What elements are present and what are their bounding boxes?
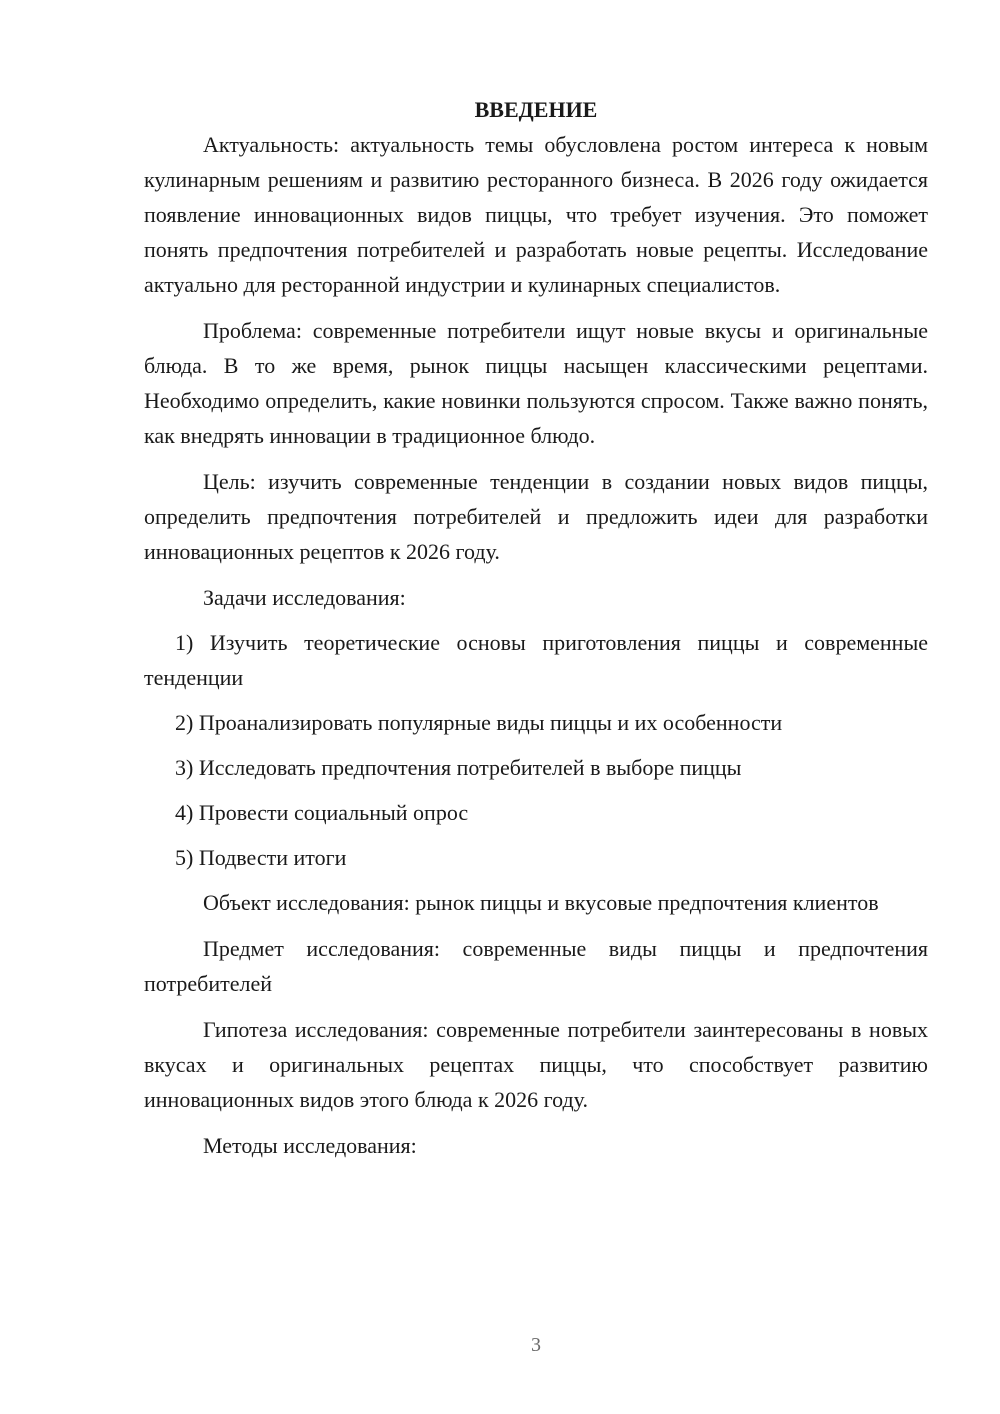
list-item: 4) Провести социальный опрос: [175, 800, 469, 825]
tasks-label: Задачи исследования:: [203, 585, 406, 610]
page-title: ВВЕДЕНИЕ: [474, 97, 598, 122]
methods-label: Методы исследования:: [203, 1133, 417, 1158]
list-item: 1) Изучить теоретические основы приготовления пиццы и современные тенденции: [144, 630, 928, 690]
list-item: 3) Исследовать предпочтения потребителей в выборе пиццы: [175, 755, 742, 780]
relevance-paragraph: Актуальность: актуальность темы обусловлена ростом интереса к новым кулинарным решениям и развитию ресторанного бизнеса. В 2026 году ожидается появление инновационных видов пиццы, что требует изучения. Это поможет понять предпочтения потребителей и разработать новые рецепты. Исследование актуально для ресторанной индустрии и кулинарных специалистов.: [144, 132, 928, 297]
goal-paragraph: Цель: изучить современные тенденции в создании новых видов пиццы, определить предпочтения потребителей и предложить идеи для разработки инновационных рецептов к 2026 году.: [144, 469, 928, 564]
list-item: 5) Подвести итоги: [175, 845, 347, 870]
tasks-list: [144, 625, 928, 875]
list-item: 2) Проанализировать популярные виды пиццы и их особенности: [175, 710, 783, 735]
problem-paragraph: Проблема: современные потребители ищут новые вкусы и оригинальные блюда. В то же время, рынок пиццы насыщен классическими рецептами. Необходимо определить, какие новинки пользуются спросом. Также важно понять, как внедрять инновации в традиционное блюдо.: [144, 318, 928, 448]
hypothesis-paragraph: Гипотеза исследования: современные потребители заинтересованы в новых вкусах и оригинальных рецептах пиццы, что способствует развитию инновационных видов этого блюда к 2026 году.: [144, 1017, 928, 1112]
subject-paragraph: Предмет исследования: современные виды пиццы и предпочтения потребителей: [144, 936, 928, 996]
object-paragraph: Объект исследования: рынок пиццы и вкусовые предпочтения клиентов: [203, 890, 879, 915]
document-page: [144, 92, 928, 1173]
page-number: 3: [531, 1334, 541, 1356]
